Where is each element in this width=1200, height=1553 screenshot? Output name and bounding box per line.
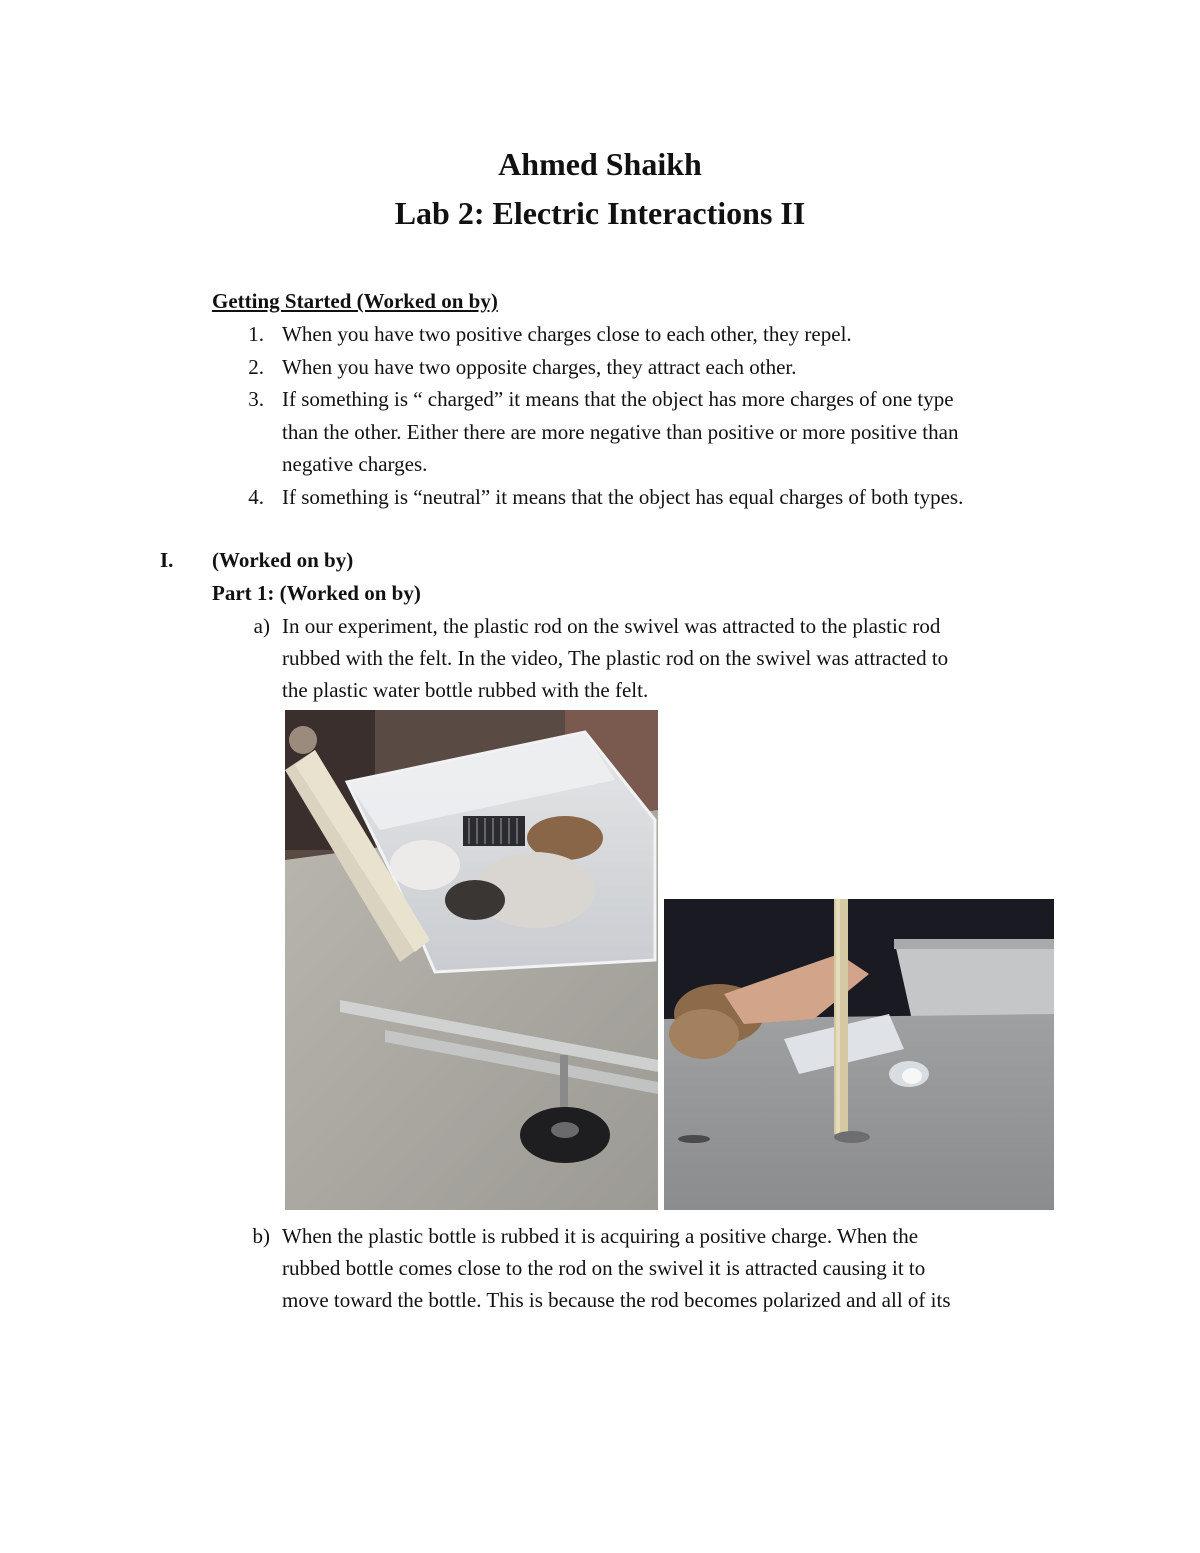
list-item: If something is “neutral” it means that the object has equal charges of both types. [282,485,964,509]
paragraph-line: rubbed with the felt. In the video, The plastic rod on the swivel was attracted to [282,646,949,670]
list-item-continuation: than the other. Either there are more negative than positive or more positive than [282,420,959,444]
list-marker: a) [253,614,270,638]
part1-heading: Part 1: (Worked on by) [212,581,421,605]
video-frame-photo [664,899,1054,1210]
list-item-continuation: negative charges. [282,452,428,476]
list-item: If something is “ charged” it means that the object has more charges of one type [282,387,954,411]
experiment-photo [285,710,658,1210]
paragraph-line: rubbed bottle comes close to the rod on the swivel it is attracted causing it to [282,1256,926,1280]
list-marker: 4. [248,485,264,509]
document-title: Lab 2: Electric Interactions II [394,195,806,231]
list-marker: b) [252,1224,270,1248]
paragraph-line: In our experiment, the plastic rod on the swivel was attracted to the plastic rod [282,614,941,638]
paragraph-line: the plastic water bottle rubbed with the felt. [282,678,649,702]
paragraph-line: move toward the bottle. This is because the rod becomes polarized and all of its [282,1288,951,1312]
section-numeral: I. [160,548,174,572]
list-item: When you have two opposite charges, they attract each other. [282,355,797,379]
list-marker: 1. [248,322,264,346]
author-name: Ahmed Shaikh [498,146,702,182]
list-marker: 2. [248,355,264,379]
list-item: When you have two positive charges close to each other, they repel. [282,322,852,346]
getting-started-heading: Getting Started (Worked on by) [212,289,498,313]
list-marker: 3. [248,387,264,411]
paragraph-line: When the plastic bottle is rubbed it is acquiring a positive charge. When the [282,1224,919,1248]
section-heading: (Worked on by) [212,548,354,572]
